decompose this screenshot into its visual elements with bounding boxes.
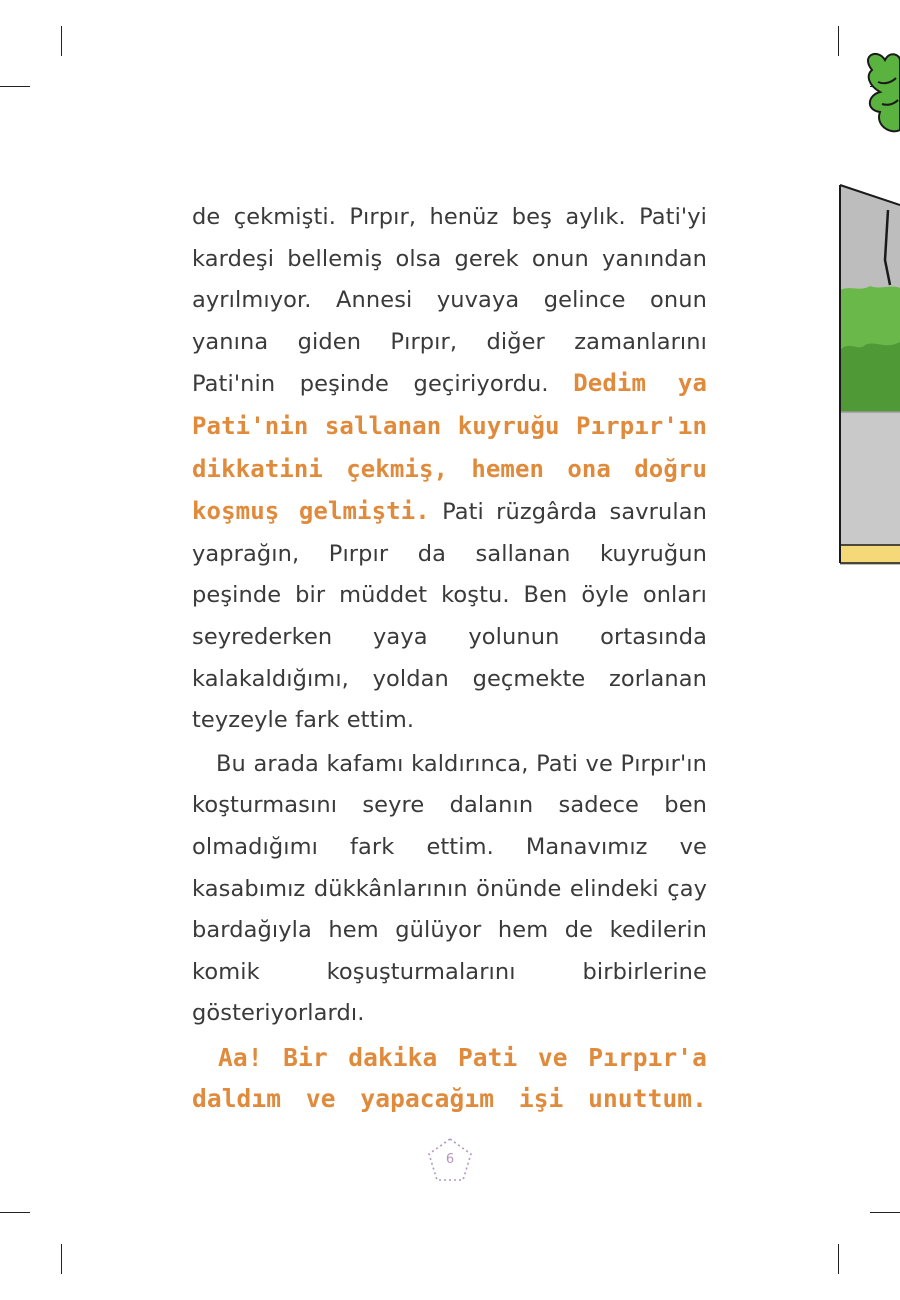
crop-mark-bottom-right: [838, 1244, 839, 1274]
leaf-icon: [868, 54, 900, 131]
paragraph-2-text: Bu arada kafamı kaldırınca, Pati ve Pırpır'ın koşturmasını seyre dalanın sadece ben olmadığımı fark ettim. Manavımız ve kasabımız dükkânlarının önünde elindeki çay bardağıyla hem gülüyor hem de kedilerin komik koşuşturmalarını birbirlerine gösteriyorlardı.: [192, 750, 707, 1027]
page-number: 6: [445, 1152, 455, 1167]
paragraph-2: [192, 744, 707, 1035]
closing-line: Aa! Bir dakika Pati ve Pırpır'a daldım ve yapacağım işi unuttum.: [192, 1042, 707, 1114]
crop-mark-bottom-left-h: [0, 1212, 30, 1213]
paragraph-1: [192, 197, 707, 742]
paragraph-1-text-b: Pati rüzgârda savrulan yaprağın, Pırpır da sallanan kuyruğun peşinde bir müddet koştu. Ben öyle onları seyrederken yaya yolunun ortasında kalakaldığımı, yoldan geçmekte zorlanan teyzeyle fark ettim.: [192, 499, 707, 734]
crop-mark-top-left: [61, 26, 62, 56]
crop-mark-bottom-right-h: [870, 1212, 900, 1213]
paragraph-1-highlight: Dedim ya Pati'nin sallanan kuyruğu Pırpır'ın dikkatini çekmiş, hemen ona doğru koşmuş gelmişti.: [192, 369, 707, 526]
story-text: [192, 197, 707, 1120]
edge-illustration: [830, 0, 900, 600]
crop-mark-top-left-h: [0, 86, 30, 87]
building-illustration: [840, 185, 900, 565]
page-number-badge: [426, 1136, 474, 1184]
crop-mark-bottom-left: [61, 1244, 62, 1274]
paragraph-1-text-a: de çekmişti. Pırpır, henüz beş aylık. Pati'yi kardeşi bellemiş olsa gerek onun yanından ayrılmıyor. Annesi yuvaya gelince onun yanına giden Pırpır, diğer zamanlarını Pati'nin peşinde geçiriyordu.: [192, 204, 707, 398]
